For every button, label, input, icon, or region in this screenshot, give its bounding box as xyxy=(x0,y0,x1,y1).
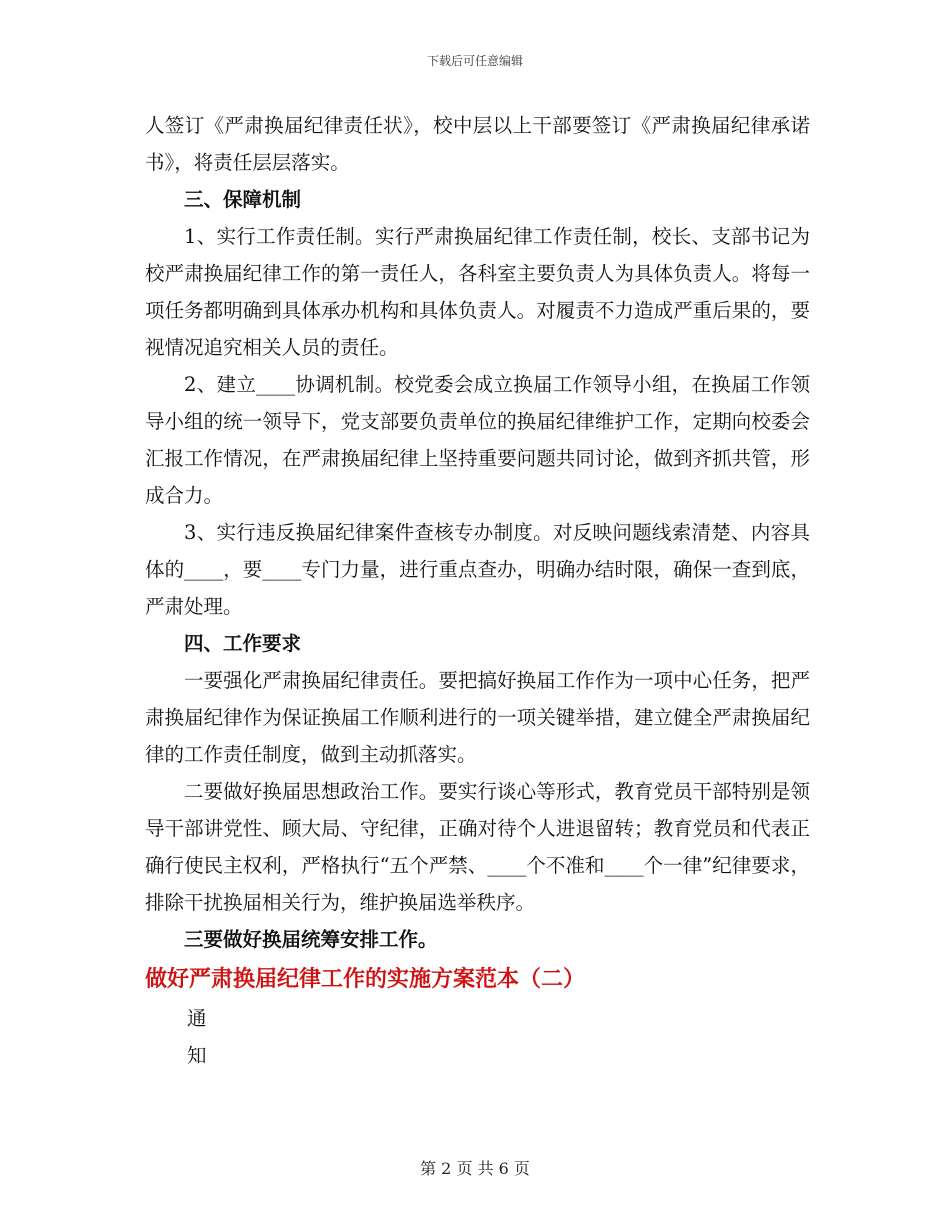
paragraph: 人签订《严肃换届纪律责任状》，校中层以上干部要签订《严肃换届纪律承诺书》，将责任层层落实。 xyxy=(145,114,810,174)
paragraph: 3、实行违反换届纪律案件查核专办制度。对反映问题线索清楚、内容具体的____，要____专门力量，进行重点查办，明确办结时限，确保一查到底，严肃处理。 xyxy=(145,521,810,618)
page-footer: 第 2 页 共 6 页 xyxy=(420,1159,530,1178)
document-body xyxy=(145,107,810,1074)
paragraph: 2、建立____协调机制。校党委会成立换届工作领导小组，在换届工作领导小组的统一领导下，党支部要负责单位的换届纪律维护工作，定期向校委会汇报工作情况，在严肃换届纪律上坚持重要问题共同讨论，做到齐抓共管，形成合力。 xyxy=(145,373,810,507)
page-header: 下载后可任意编辑 xyxy=(426,54,523,68)
paragraph: 一要强化严肃换届纪律责任。要把搞好换届工作作为一项中心任务，把严肃换届纪律作为保证换届工作顺利进行的一项关键举措，建立健全严肃换届纪律的工作责任制度，做到主动抓落实。 xyxy=(145,669,810,766)
section-heading: 四、工作要求 xyxy=(184,632,302,655)
paragraph: 二要做好换届思想政治工作。要实行谈心等形式，教育党员干部特别是领导干部讲党性、顾大局、守纪律，正确对待个人进退留转；教育党员和代表正确行使民主权利，严格执行“五个严禁、____个不准和____个一律”纪律要求，排除干扰换届相关行为，维护换届选举秩序。 xyxy=(145,780,810,914)
document-title: 做好严肃换届纪律工作的实施方案范本（二） xyxy=(145,966,586,992)
paragraph: 1、实行工作责任制。实行严肃换届纪律工作责任制，校长、支部书记为校严肃换届纪律工作的第一责任人，各科室主要负责人为具体负责人。将每一项任务都明确到具体承办机构和具体负责人。对履责不力造成严重后果的，要视情况追究相关人员的责任。 xyxy=(145,225,810,359)
section-heading: 三、保障机制 xyxy=(184,188,302,211)
notice-char: 知 xyxy=(187,1044,207,1067)
notice-char: 通 xyxy=(187,1007,207,1030)
paragraph-bold: 三要做好换届统筹安排工作。 xyxy=(184,928,438,951)
